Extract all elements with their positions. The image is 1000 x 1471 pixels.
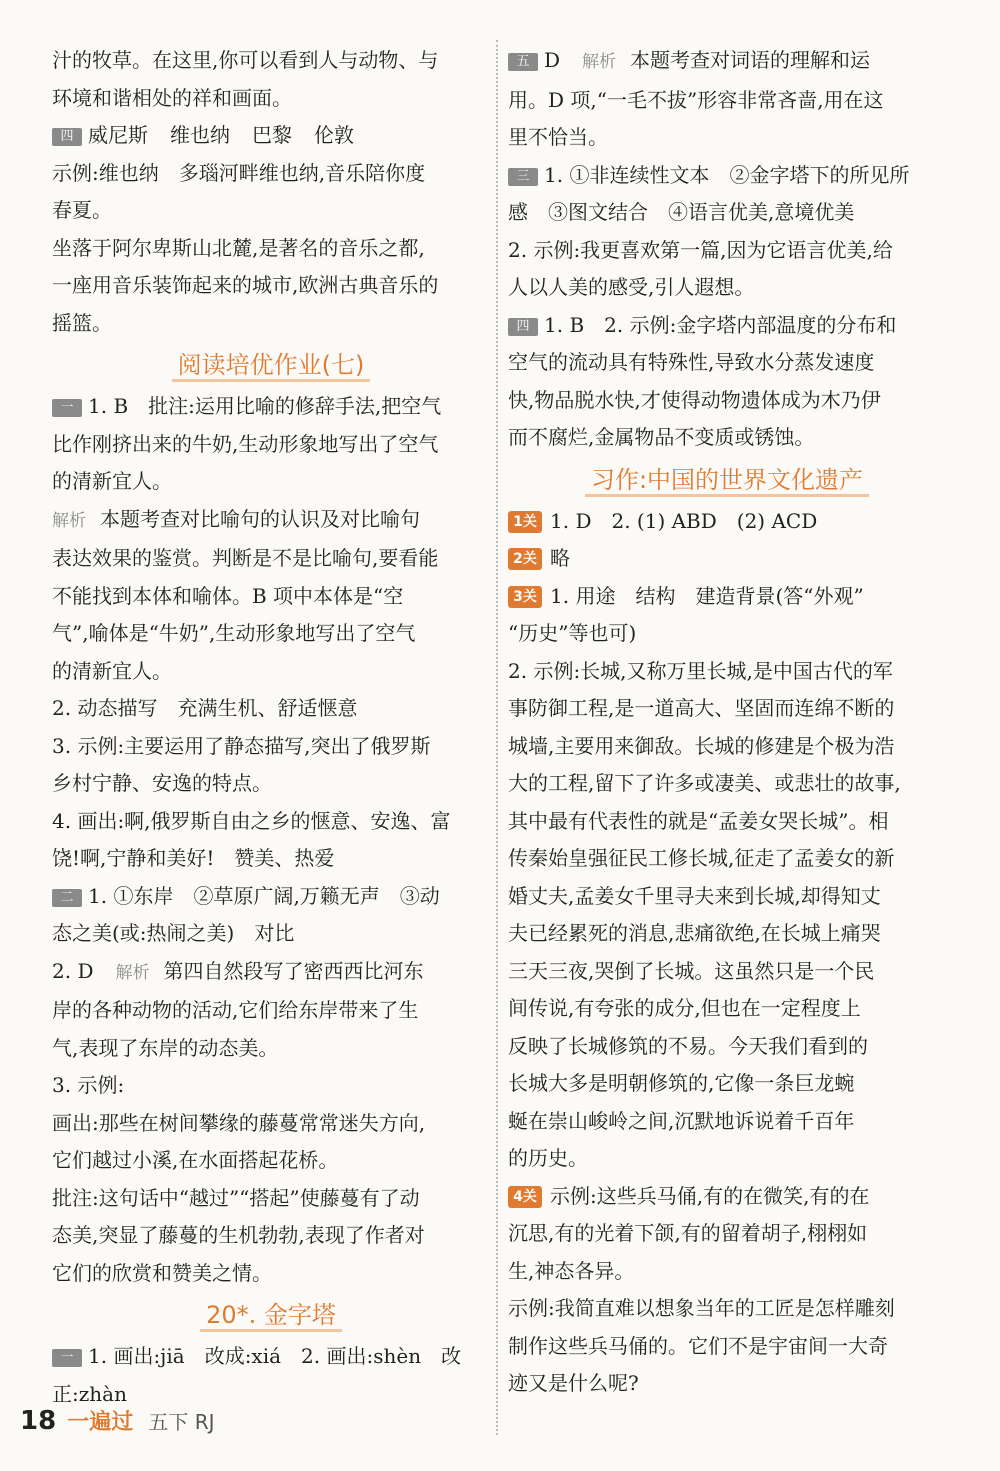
text-line: 长城大多是明朝修筑的,它像一条巨龙蜿 (508, 1071, 855, 1095)
text-line: 正:zhàn (52, 1381, 127, 1406)
grade-label: 五下 RJ (148, 1410, 215, 1434)
answer-cities: 四 威尼斯 维也纳 巴黎 伦敦 (52, 117, 490, 155)
text-line: 五 D 解析 本题考查对词语的理解和运 (508, 42, 946, 82)
text-line: 迹又是什么呢? (508, 1371, 639, 1395)
section-title-writing: 习作:中国的世界文化遗产 (508, 459, 946, 501)
column-divider (496, 40, 498, 1435)
text-line: 夫已经累死的消息,悲痛欲绝,在长城上痛哭 (508, 921, 881, 945)
text-line: 三天三夜,哭倒了长城。这虽然只是一个民 (508, 958, 875, 983)
text-line: 传秦始皇强征民工修长城,征走了孟姜女的新 (508, 846, 895, 870)
text-line: 一 1. B 批注:运用比喻的修辞手法,把空气 (52, 388, 490, 426)
text-line: 3. 示例: (52, 1073, 125, 1097)
left-column (52, 42, 490, 1413)
text-line: 的历史。 (508, 1146, 588, 1170)
text-line: 它们的欣赏和赞美之情。 (52, 1260, 272, 1285)
text-line: 批注:这句话中“越过”“搭起”使藤蔓有了动 (52, 1185, 420, 1210)
text-line: 汁的牧草。在这里,你可以看到人与动物、与 (52, 48, 439, 72)
section-marker-5: 五 (508, 53, 538, 71)
text-line: 二 1. ①东岸 ②草原广阔,万籁无声 ③动 (52, 878, 490, 916)
text-line: 2. D 解析 第四自然段写了密西西比河东 (52, 958, 424, 983)
text-line: 2. 动态描写 充满生机、舒适惬意 (52, 696, 358, 720)
section-marker-2: 二 (52, 889, 82, 907)
text-line: 3关 1. 用途 结构 建造背景(答“外观” (508, 578, 946, 616)
level-badge-4: 4关 (508, 1186, 542, 1208)
text-line: 制作这些兵马俑的。它们不是宇宙间一大奇 (508, 1333, 888, 1358)
text-line: 2. 示例:我更喜欢第一篇,因为它语言优美,给 (508, 237, 893, 262)
text-line: 它们越过小溪,在水面搭起花桥。 (52, 1148, 339, 1172)
text-line: 画出:那些在树间攀缘的藤蔓常常迷失方向, (52, 1110, 426, 1135)
text-line: 里不恰当。 (508, 125, 608, 149)
analysis-tag: 解析 (52, 510, 86, 531)
text-line: 态美,突显了藤蔓的生机勃勃,表现了作者对 (52, 1223, 425, 1247)
page-footer (20, 1405, 215, 1436)
text-line: 解析 本题考查对比喻句的认识及对比喻句 (52, 506, 420, 531)
right-column (508, 42, 946, 1403)
text-line: 态之美(或:热闹之美) 对比 (52, 921, 295, 945)
section-marker-1: 一 (52, 399, 82, 417)
text-line: 一 1. 画出:jiā 改成:xiá 2. 画出:shèn 改 (52, 1338, 490, 1376)
text-line: 示例:我简直难以想象当年的工匠是怎样雕刻 (508, 1296, 895, 1320)
text-line: 春夏。 (52, 198, 112, 222)
text-line: 气,表现了东岸的动态美。 (52, 1035, 279, 1060)
text-line: 反映了长城修筑的不易。今天我们看到的 (508, 1033, 868, 1058)
text-line: 气”,喻体是“牛奶”,生动形象地写出了空气 (52, 621, 416, 645)
text-line: 空气的流动具有特殊性,导致水分蒸发速度 (508, 350, 875, 374)
text-line: 4. 画出:啊,俄罗斯自由之乡的惬意、安逸、富 (52, 808, 451, 833)
text-line: 饶!啊,宁静和美好! 赞美、热爱 (52, 846, 335, 870)
text-line: 环境和谐相处的祥和画面。 (52, 85, 292, 110)
text-line: 婚丈夫,孟姜女千里寻夫来到长城,却得知丈 (508, 883, 881, 908)
text-line: 4关 示例:这些兵马俑,有的在微笑,有的在 (508, 1178, 946, 1216)
text-line: 其中最有代表性的就是“孟姜女哭长城”。相 (508, 808, 889, 833)
section-title-pyramid: 20*. 金字塔 (52, 1294, 490, 1336)
text-line: 用。D 项,“一毛不拔”形容非常吝啬,用在这 (508, 87, 884, 112)
text-line: 一座用音乐装饰起来的城市,欧洲古典音乐的 (52, 273, 439, 297)
text-line: 的清新宜人。 (52, 469, 172, 493)
text-line: 2关 略 (508, 540, 946, 578)
section-marker-4: 四 (508, 318, 538, 336)
text-line: 1关 1. D 2. (1) ABD (2) ACD (508, 503, 946, 541)
text-line: 城墙,主要用来御敌。长城的修建是个极为浩 (508, 733, 895, 758)
text-line: “历史”等也可) (508, 621, 637, 645)
text-line: 人以人美的感受,引人遐想。 (508, 275, 755, 299)
page-number: 18 (20, 1406, 57, 1436)
text-line: 快,物品脱水快,才使得动物遗体成为木乃伊 (508, 387, 881, 412)
text-line: 大的工程,留下了许多或凄美、或悲壮的故事, (508, 771, 901, 795)
text-line: 比作刚挤出来的牛奶,生动形象地写出了空气 (52, 431, 439, 456)
text-line: 间传说,有夸张的成分,但也在一定程度上 (508, 996, 861, 1020)
analysis-tag: 解析 (582, 52, 617, 72)
text-line: 岸的各种动物的活动,它们给东岸带来了生 (52, 998, 419, 1022)
section-title-reading-7: 阅读培优作业(七) (52, 344, 490, 386)
text-line: 事防御工程,是一道高大、坚固而连绵不断的 (508, 696, 895, 720)
text-line: 三 1. ①非连续性文本 ②金字塔下的所见所 (508, 157, 946, 195)
text-line: 蜒在崇山峻岭之间,沉默地诉说着千百年 (508, 1108, 855, 1133)
text-line: 摇篮。 (52, 310, 112, 335)
level-badge-1: 1关 (508, 511, 542, 533)
text-line: 四 1. B 2. 示例:金字塔内部温度的分布和 (508, 307, 946, 345)
text-line: 生,神态各异。 (508, 1258, 635, 1283)
text-line: 3. 示例:主要运用了静态描写,突出了俄罗斯 (52, 733, 431, 758)
section-marker-3: 三 (508, 168, 538, 186)
text-line: 的清新宜人。 (52, 658, 172, 683)
analysis-tag: 解析 (115, 962, 150, 983)
section-marker-4: 四 (52, 128, 82, 146)
text-line: 表达效果的鉴赏。判断是不是比喻句,要看能 (52, 546, 439, 570)
text-line: 感 ③图文结合 ④语言优美,意境优美 (508, 200, 855, 224)
text-line: 不能找到本体和喻体。B 项中本体是“空 (52, 583, 404, 608)
level-badge-3: 3关 (508, 586, 542, 608)
brand-logo: 一遍过 (67, 1410, 134, 1435)
text-line: 乡村宁静、安逸的特点。 (52, 771, 272, 795)
text-line: 而不腐烂,金属物品不变质或锈蚀。 (508, 425, 815, 449)
text-line: 2. 示例:长城,又称万里长城,是中国古代的军 (508, 658, 893, 683)
text-line: 示例:维也纳 多瑙河畔维也纳,音乐陪你度 (52, 160, 426, 185)
level-badge-2: 2关 (508, 548, 542, 570)
section-marker-1: 一 (52, 1349, 82, 1367)
text-line: 沉思,有的光着下颌,有的留着胡子,栩栩如 (508, 1221, 868, 1245)
text-line: 坐落于阿尔卑斯山北麓,是著名的音乐之都, (52, 235, 425, 260)
